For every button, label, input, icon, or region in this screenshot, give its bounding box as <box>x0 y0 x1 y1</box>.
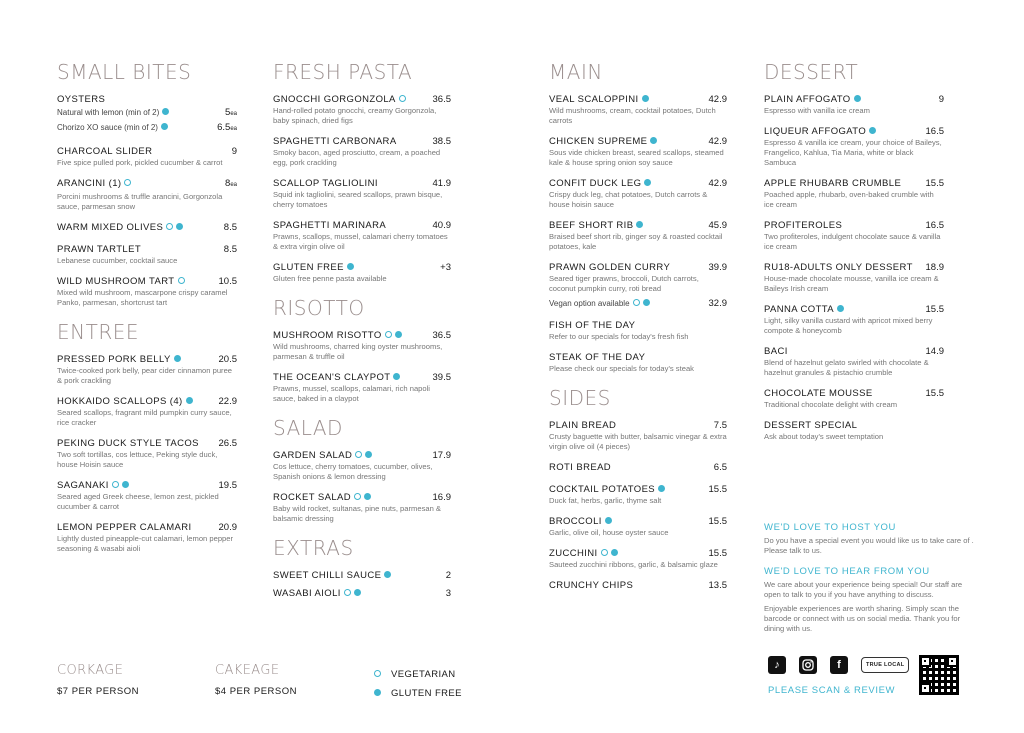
vegetarian-icon <box>374 670 381 677</box>
gluten-free-icon <box>650 137 657 144</box>
qr-code[interactable] <box>920 656 958 694</box>
section-title-main: MAIN <box>549 60 603 84</box>
menu-item-panna-cotta: PANNA COTTA 15.5 Light, silky vanilla custard with apricot mixed berry compote & honeycomb <box>764 304 944 335</box>
gluten-free-icon <box>854 95 861 102</box>
menu-item-roti: ROTI BREAD 6.5 <box>549 462 727 473</box>
menu-item-profiteroles: PROFITEROLES 16.5 Two profiteroles, indulgent chocolate sauce & vanilla ice cream <box>764 220 944 251</box>
menu-item-calamari: LEMON PEPPER CALAMARI 20.9 Lightly dusted pineapple-cut calamari, lemon pepper seasoning & wasabi aioli <box>57 522 237 553</box>
feedback-info: WE'D LOVE TO HEAR FROM YOU We care about your experience being special! Our staff are open to talk to you if you have anything to discuss. Enjoyable experiences are worth sharing. Simply scan the barcode or connect with us on social media. Thank you for dining with us. <box>764 566 963 633</box>
menu-item-mushroom-tart: WILD MUSHROOM TART 10.5 Mixed wild mushroom, mascarpone crispy caramel Panko, parmesan, shortcrust tart <box>57 276 237 307</box>
gluten-free-icon <box>162 108 169 115</box>
vegetarian-icon <box>399 95 406 102</box>
vegetarian-icon <box>385 331 392 338</box>
vegetarian-icon <box>112 481 119 488</box>
qr-finder <box>920 683 931 694</box>
section-title-small-bites: SMALL BITES <box>57 60 192 84</box>
menu-item-chips: CRUNCHY CHIPS 13.5 <box>549 580 727 591</box>
section-title-entree: ENTREE <box>57 320 139 344</box>
vegetarian-icon <box>124 179 131 186</box>
menu-item-veal: VEAL SCALOPPINI 42.9 Wild mushrooms, cream, cocktail potatoes, Dutch carrots <box>549 94 727 125</box>
menu-item-curry: PRAWN GOLDEN CURRY 39.9 Seared tiger prawns, broccoli, Dutch carrots, coconut pumpkin curry, roti bread Vegan option available 32.9 <box>549 262 727 309</box>
gluten-free-icon <box>364 493 371 500</box>
gluten-free-icon <box>186 397 193 404</box>
section-title-dessert: DESSERT <box>764 60 859 84</box>
gluten-free-icon <box>174 355 181 362</box>
menu-item-short-rib: BEEF SHORT RIB 45.9 Braised beef short rib, ginger soy & roasted cocktail potatoes, kale <box>549 220 727 251</box>
menu-item-affogato: PLAIN AFFOGATO 9 Espresso with vanilla ice cream <box>764 94 944 115</box>
menu-item-charcoal-slider: CHARCOAL SLIDER 9 Five spice pulled pork, pickled cucumber & carrot <box>57 146 237 167</box>
gluten-free-icon <box>611 549 618 556</box>
gluten-free-icon <box>395 331 402 338</box>
menu-item-oysters: OYSTERS Natural with lemon (min of 2) 5ea Chorizo XO sauce (min of 2) 6.5ea <box>57 94 237 133</box>
menu-item-duck-tacos: PEKING DUCK STYLE TACOS 26.5 Two soft tortillas, cos lettuce, Peking style duck, house Hoisin sauce <box>57 438 237 469</box>
menu-item-claypot: THE OCEAN'S CLAYPOT 39.5 Prawns, mussel, scallops, calamari, rich napoli sauce, baked in a claypot <box>273 372 451 403</box>
menu-item-pork-belly: PRESSED PORK BELLY 20.5 Twice-cooked pork belly, pear cider cinnamon puree & pork crackling <box>57 354 237 385</box>
gluten-free-icon <box>374 689 381 696</box>
vegetarian-icon <box>178 277 185 284</box>
menu-item-zucchini: ZUCCHINI 15.5 Sauteed zucchini ribbons, garlic, & balsamic glaze <box>549 548 727 569</box>
menu-item-prawn-tartlet: PRAWN TARTLET 8.5 Lebanese cucumber, cocktail sauce <box>57 244 237 265</box>
gluten-free-icon <box>869 127 876 134</box>
cakeage: CAKEAGE $4 PER PERSON <box>215 663 297 697</box>
section-title-extras: EXTRAS <box>273 536 354 560</box>
menu-item-gluten-free-pasta: GLUTEN FREE +3 Gluten free penne pasta available <box>273 262 451 283</box>
column-1 <box>57 60 237 563</box>
menu-item-mushroom-risotto: MUSHROOM RISOTTO 36.5 Wild mushrooms, charred king oyster mushrooms, parmesan & truffle oil <box>273 330 451 361</box>
menu-item-saganaki: SAGANAKI 19.5 Seared aged Greek cheese, lemon zest, pickled cucumber & carrot <box>57 480 237 511</box>
gluten-free-icon <box>354 589 361 596</box>
menu-item-fish: FISH OF THE DAY Refer to our specials for today's fresh fish <box>549 320 689 341</box>
menu-item-broccoli: BROCCOLI 15.5 Garlic, olive oil, house oyster sauce <box>549 516 727 537</box>
gluten-free-icon <box>837 305 844 312</box>
menu-item-dessert-special: DESSERT SPECIAL Ask about today's sweet temptation <box>764 420 884 441</box>
vegetarian-icon <box>633 299 640 306</box>
menu-item-steak: STEAK OF THE DAY Please check our specials for today's steak <box>549 352 694 373</box>
vegetarian-icon <box>344 589 351 596</box>
menu-item-arancini: ARANCINI (1) 8ea Porcini mushrooms & truffle arancini, Gorgonzola sauce, parmesan snow <box>57 178 237 211</box>
social-links <box>768 656 909 674</box>
gluten-free-icon <box>644 179 651 186</box>
gluten-free-icon <box>161 123 168 130</box>
vegetarian-icon <box>355 451 362 458</box>
corkage: CORKAGE $7 PER PERSON <box>57 663 139 697</box>
qr-finder <box>947 656 958 667</box>
gluten-free-icon <box>347 263 354 270</box>
menu-item-olives: WARM MIXED OLIVES 8.5 <box>57 222 237 233</box>
vegetarian-icon <box>166 223 173 230</box>
column-2 <box>273 60 451 609</box>
menu-item-rocket-salad: ROCKET SALAD 16.9 Baby wild rocket, sultanas, pine nuts, parmesan & balsamic dressing <box>273 492 451 523</box>
menu-item-carbonara: SPAGHETTI CARBONARA 38.5 Smoky bacon, aged prosciutto, cream, a poached egg, pork crackling <box>273 136 451 167</box>
menu-item-chilli-sauce: SWEET CHILLI SAUCE 2 <box>273 570 451 581</box>
section-title-risotto: RISOTTO <box>273 296 365 320</box>
dietary-legend: VEGETARIAN GLUTEN FREE <box>374 665 462 703</box>
host-info: WE'D LOVE TO HOST YOU Do you have a special event you would like us to take care of . Please talk to us. <box>764 522 974 555</box>
vegetarian-icon <box>601 549 608 556</box>
menu-item-chocolate-mousse: CHOCOLATE MOUSSE 15.5 Traditional chocolate delight with cream <box>764 388 944 409</box>
instagram-icon[interactable] <box>799 656 817 674</box>
gluten-free-icon <box>658 485 665 492</box>
menu-item-tagliolini: SCALLOP TAGLIOLINI 41.9 Squid ink tagliolini, seared scallops, prawn bisque, cherry tomatoes <box>273 178 451 209</box>
menu-item-wasabi-aioli: WASABI AIOLI 3 <box>273 588 451 599</box>
menu-item-marinara: SPAGHETTI MARINARA 40.9 Prawns, scallops, mussel, calamari cherry tomatoes & extra virgin olive oil <box>273 220 451 251</box>
section-title-fresh-pasta: FRESH PASTA <box>273 60 413 84</box>
menu-item-cocktail-potatoes: COCKTAIL POTATOES 15.5 Duck fat, herbs, garlic, thyme salt <box>549 484 727 505</box>
gluten-free-icon <box>176 223 183 230</box>
menu-item-plain-bread: PLAIN BREAD 7.5 Crusty baguette with butter, balsamic vinegar & extra virgin olive oil (4 pieces) <box>549 420 727 451</box>
gluten-free-icon <box>365 451 372 458</box>
menu-item-chicken: CHICKEN SUPREME 42.9 Sous vide chicken breast, seared scallops, steamed kale & house spring onion soy sauce <box>549 136 727 167</box>
gluten-free-icon <box>605 517 612 524</box>
tiktok-icon[interactable]: ♪ <box>768 656 786 674</box>
menu-item-garden-salad: GARDEN SALAD 17.9 Cos lettuce, cherry tomatoes, cucumber, olives, Spanish onions & lemon dressing <box>273 450 451 481</box>
column-4 <box>764 60 944 451</box>
menu-item-adults-dessert: RU18-ADULTS ONLY DESSERT 18.9 House-made chocolate mousse, vanilla ice cream & Baileys Irish cream <box>764 262 944 293</box>
gluten-free-icon <box>122 481 129 488</box>
scan-review-text: PLEASE SCAN & REVIEW <box>768 685 896 696</box>
gluten-free-icon <box>636 221 643 228</box>
qr-finder <box>920 656 931 667</box>
menu-item-gnocchi: GNOCCHI GORGONZOLA 36.5 Hand-rolled potato gnocchi, creamy Gorgonzola, baby spinach, dried figs <box>273 94 451 125</box>
menu-item-duck-leg: CONFIT DUCK LEG 42.9 Crispy duck leg, chat potatoes, Dutch carrots & house hoisin sauce <box>549 178 727 209</box>
gluten-free-icon <box>393 373 400 380</box>
gluten-free-icon <box>643 299 650 306</box>
section-title-salad: SALAD <box>273 416 343 440</box>
menu-item-scallops: HOKKAIDO SCALLOPS (4) 22.9 Seared scallops, fragrant mild pumpkin curry sauce, rice cracker <box>57 396 237 427</box>
facebook-icon[interactable]: f <box>830 656 848 674</box>
gluten-free-icon <box>642 95 649 102</box>
gluten-free-icon <box>384 571 391 578</box>
menu-item-baci: BACI 14.9 Blend of hazelnut gelato swirled with chocolate & hazelnut granules & pistachio crumble <box>764 346 944 377</box>
column-3 <box>549 60 727 601</box>
section-title-sides: SIDES <box>549 386 611 410</box>
menu-item-crumble: APPLE RHUBARB CRUMBLE 15.5 Poached apple, rhubarb, oven-baked crumble with ice cream <box>764 178 944 209</box>
menu-item-liqueur-affogato: LIQUEUR AFFOGATO 16.5 Espresso & vanilla ice cream, your choice of Baileys, Frangelico, Kahlua, Tia Maria, white or black Sambuca <box>764 126 944 167</box>
true-local-badge[interactable]: TRUE LOCAL <box>861 657 909 673</box>
vegetarian-icon <box>354 493 361 500</box>
